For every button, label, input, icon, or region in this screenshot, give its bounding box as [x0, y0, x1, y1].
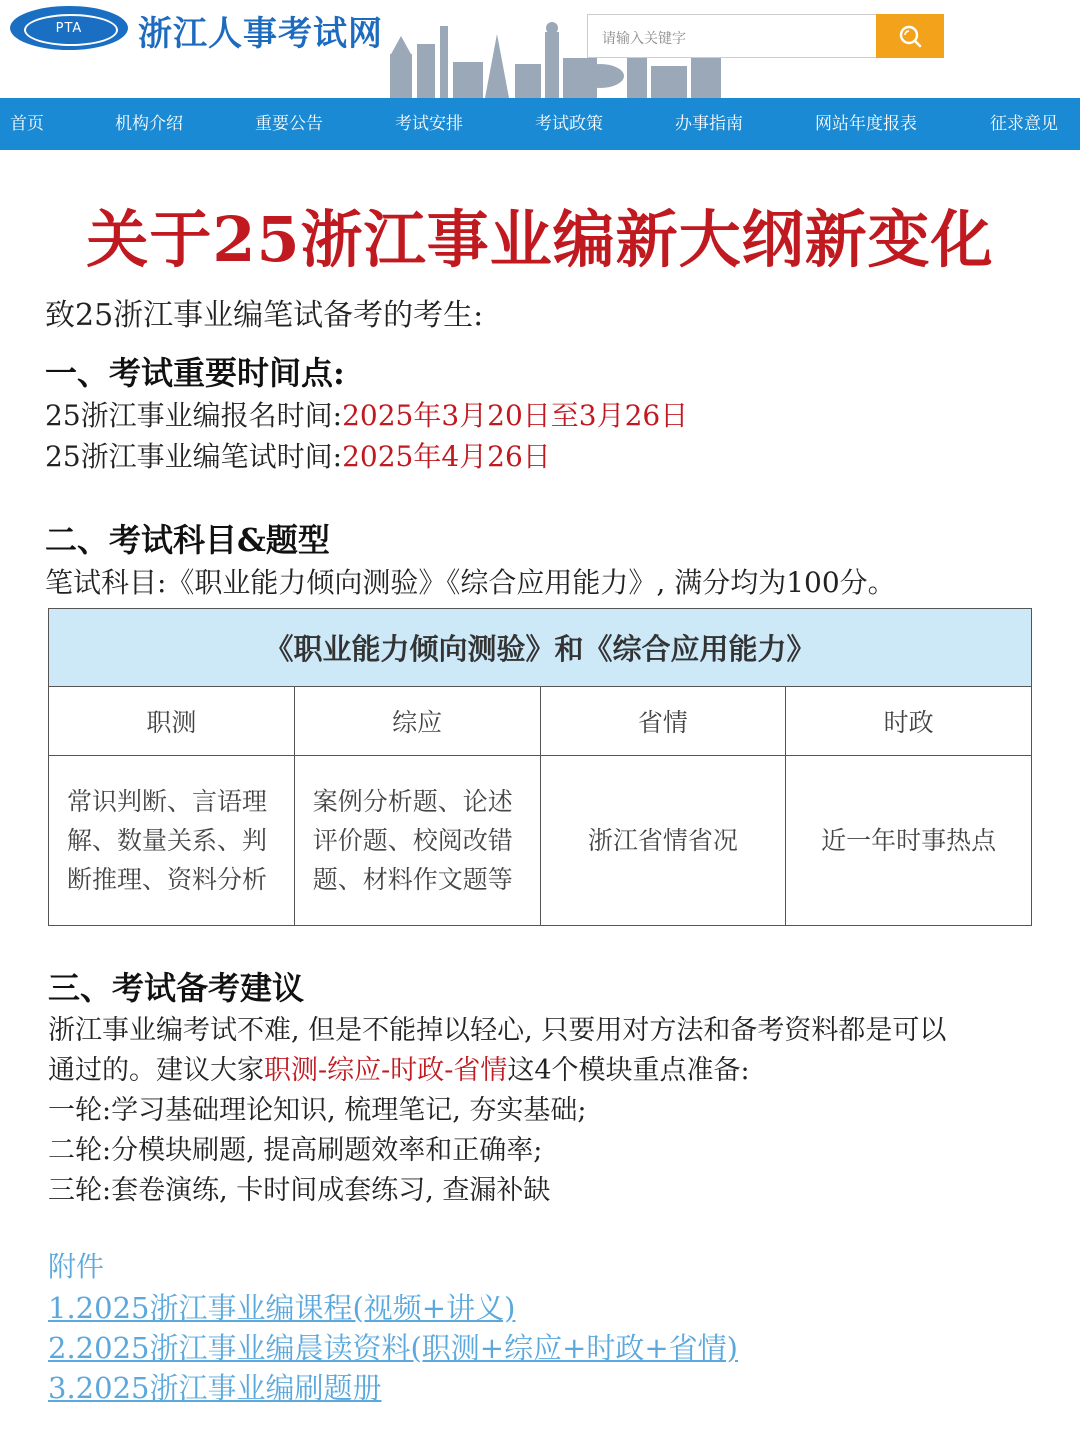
attachment-link-morning-reading[interactable]: 2.2025浙江事业编晨读资料(职测+综应+时政+省情)	[48, 1331, 738, 1365]
table-title: 《职业能力倾向测验》和《综合应用能力》	[49, 609, 1032, 687]
nav-home[interactable]: 首页	[10, 114, 44, 134]
cell-line: 解、数量关系、判	[67, 826, 268, 855]
round-1-line: 一轮:学习基础理论知识, 梳理笔记, 夯实基础;	[48, 1095, 587, 1126]
pta-logo[interactable]	[10, 6, 128, 50]
nav-exam-schedule[interactable]: 考试安排	[395, 114, 463, 134]
registration-time-line	[45, 394, 688, 434]
search-icon	[897, 23, 923, 49]
section1-heading: 一、考试重要时间点:	[45, 354, 345, 392]
nav-about[interactable]: 机构介绍	[115, 114, 183, 134]
cell-line: 常识判断、言语理	[67, 787, 268, 816]
cell-line: 案例分析题、论述	[312, 787, 513, 816]
table-cell-zhice	[49, 756, 295, 926]
cell-line: 评价题、校阅改错	[312, 826, 513, 855]
attachment-link-course[interactable]: 1.2025浙江事业编课程(视频+讲义)	[48, 1291, 516, 1325]
cell-line: 近一年时事热点	[821, 826, 997, 855]
cell-line: 断推理、资料分析	[67, 865, 268, 894]
logo-text: PTA	[55, 20, 83, 36]
site-title[interactable]: 浙江人事考试网	[138, 14, 383, 54]
section3-heading: 三、考试备考建议	[48, 969, 305, 1007]
registration-date: 2025年3月20日至3月26日	[342, 399, 689, 432]
cell-line: 浙江省情省况	[587, 826, 738, 855]
table-column-header: 时政	[786, 687, 1032, 756]
nav-guide[interactable]: 办事指南	[675, 114, 743, 134]
site-header	[0, 0, 1080, 98]
nav-feedback[interactable]: 征求意见	[990, 114, 1058, 134]
search-button[interactable]	[876, 14, 944, 58]
table-column-header: 综应	[294, 687, 540, 756]
main-nav	[0, 98, 1080, 150]
table-cell-shengqing	[540, 756, 786, 926]
search-input[interactable]: 请输入关键字	[587, 14, 877, 58]
advice-paragraph-line2	[48, 1048, 750, 1087]
exam-date: 2025年4月26日	[342, 440, 551, 473]
round-3-line: 三轮:套卷演练, 卡时间成套练习, 查漏补缺	[48, 1175, 551, 1206]
advice-prefix: 通过的。建议大家	[48, 1055, 264, 1086]
registration-label: 25浙江事业编报名时间:	[45, 399, 343, 432]
attachment-link-practice-book[interactable]: 3.2025浙江事业编刷题册	[48, 1371, 382, 1405]
section2-heading: 二、考试科目&题型	[45, 521, 330, 559]
cell-line: 题、材料作文题等	[312, 865, 513, 894]
subjects-line: 笔试科目:《职业能力倾向测验》《综合应用能力》, 满分均为100分。	[45, 566, 896, 599]
exam-subjects-table	[48, 608, 1032, 926]
article-headline: 关于25浙江事业编新大纲新变化	[86, 203, 994, 276]
nav-exam-policy[interactable]: 考试政策	[535, 114, 603, 134]
table-cell-shizheng	[786, 756, 1032, 926]
table-column-header: 职测	[49, 687, 295, 756]
table-cell-zongying	[294, 756, 540, 926]
nav-annual-report[interactable]: 网站年度报表	[815, 114, 917, 134]
table-column-header: 省情	[540, 687, 786, 756]
round-2-line: 二轮:分模块刷题, 提高刷题效率和正确率;	[48, 1135, 543, 1166]
advice-paragraph-line1: 浙江事业编考试不难, 但是不能掉以轻心, 只要用对方法和备考资料都是可以	[48, 1015, 947, 1046]
advice-modules-highlight: 职测-综应-时政-省情	[264, 1055, 508, 1086]
advice-suffix: 这4个模块重点准备:	[507, 1055, 750, 1086]
attachments-label: 附件	[48, 1250, 105, 1283]
exam-time-label: 25浙江事业编笔试时间:	[45, 440, 343, 473]
greeting-text: 致25浙江事业编笔试备考的考生:	[45, 298, 484, 333]
nav-announcements[interactable]: 重要公告	[255, 114, 323, 134]
exam-time-line	[45, 435, 551, 475]
